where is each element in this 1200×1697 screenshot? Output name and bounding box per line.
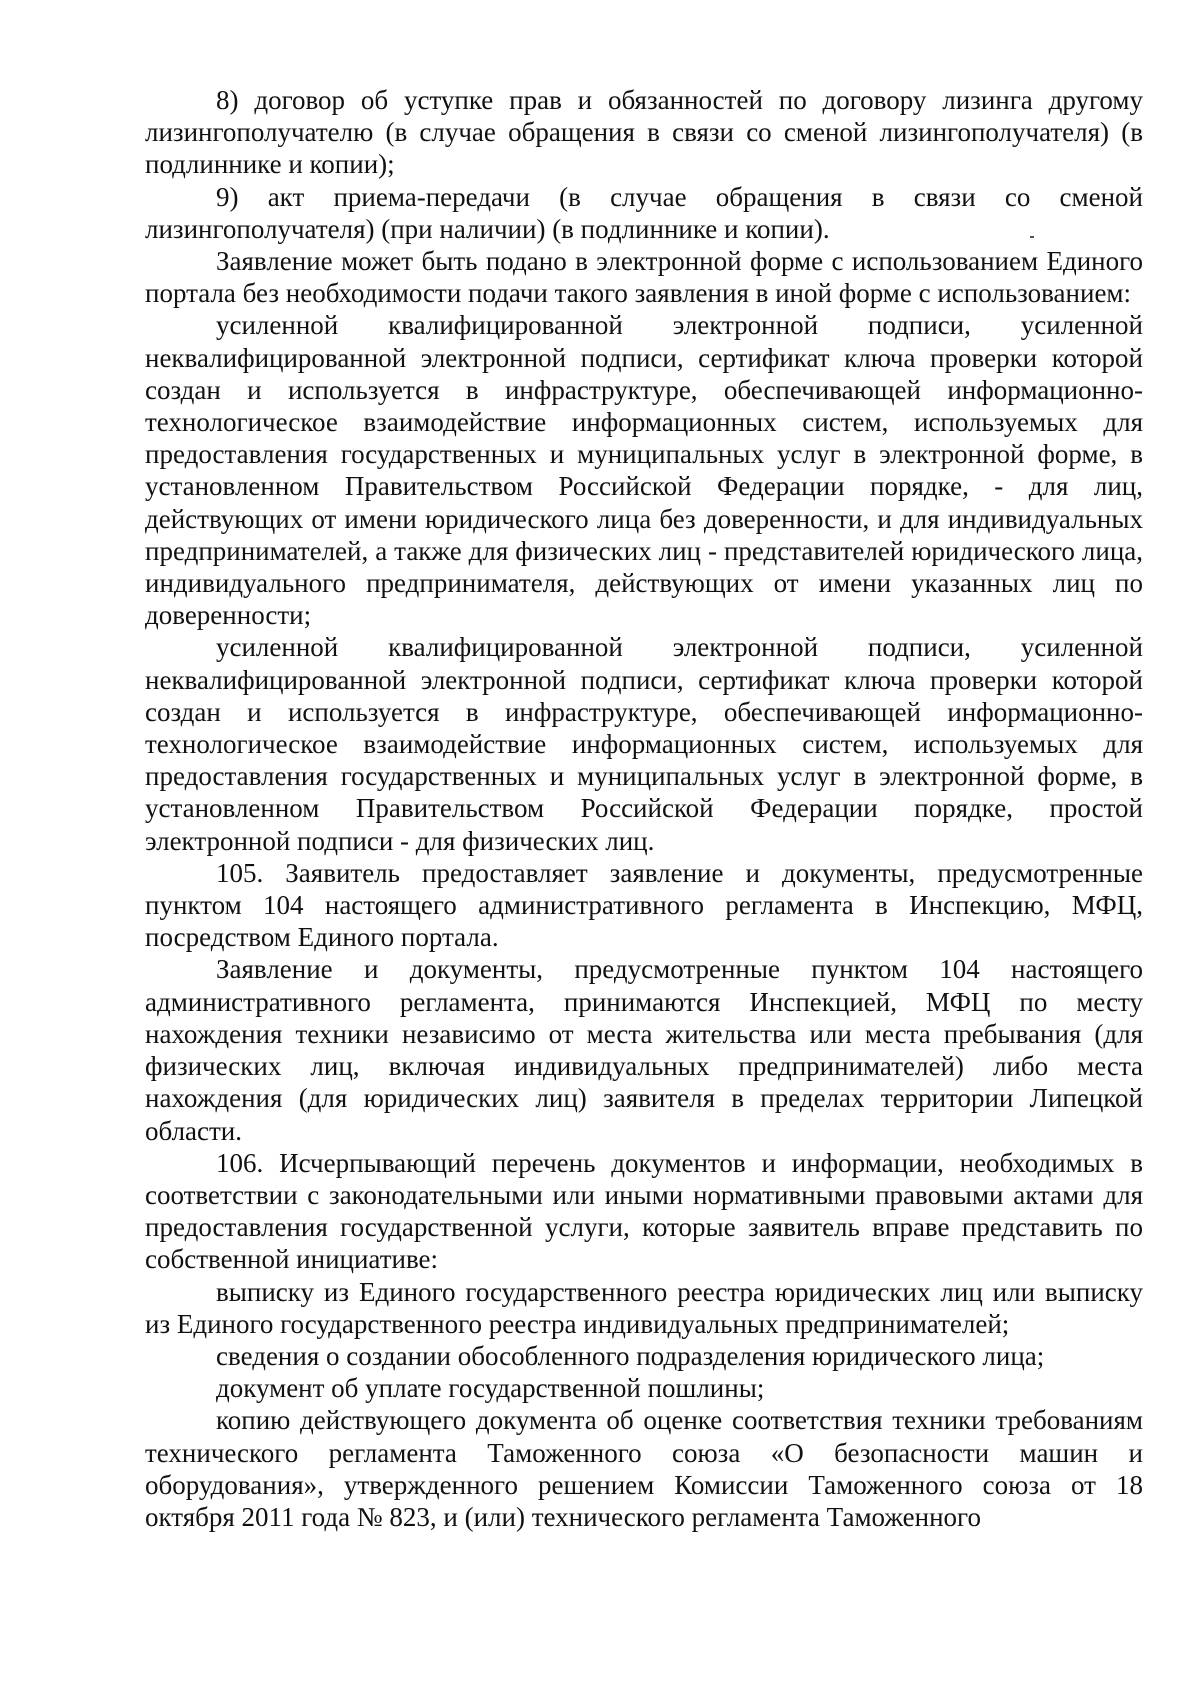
scan-speck [1030,236,1034,238]
paragraph-registry-extract: выписку из Единого государственного реестра юридических лиц или выписку из Единого государственного реестра индивидуальных предпринимателей; [145,1276,1143,1339]
paragraph-item-8: 8) договор об уступке прав и обязанностей по договору лизинга другому лизингополучателю (в случае обращения в связи со сменой лизингополучателя) (в подлиннике и копии); [145,85,1143,180]
paragraph-qualified-signature-physical: усиленной квалифицированной электронной подписи, усиленной неквалифицированной электронной подписи, сертификат ключа проверки которой создан и используется в инфраструктуре, обеспечивающей информационно-технологическое взаимодействие информационных систем, используемых для предоставления государственных и муниципальных услуг в электронной форме, в установленном Правительством Российской Федерации порядке, простой электронной подписи - для физических лиц. [145,632,1143,856]
paragraph-106: 106. Исчерпывающий перечень документов и информации, необходимых в соответствии с законодательными или иными нормативными правовыми актами для предоставления государственной услуги, которые заявитель вправе представить по собственной инициативе: [145,1147,1143,1275]
paragraph-subdivision-info: сведения о создании обособленного подразделения юридического лица; [216,1340,1045,1371]
paragraph-conformity-copy: копию действующего документа об оценке соответствия техники требованиям технического регламента Таможенного союза «О безопасности машин и оборудования», утвержденного решением Комиссии Таможенного союза от 18 октября 2011 года № 823, и (или) технического регламента Таможенного [145,1405,1143,1532]
paragraph-electronic-form: Заявление может быть подано в электронной форме с использованием Единого портала без необходимости подачи такого заявления в иной форме с использованием: [145,246,1143,309]
paragraph-acceptance: Заявление и документы, предусмотренные пунктом 104 настоящего административного регламента, принимаются Инспекцией, МФЦ по месту нахождения техники независимо от места жительства или места пребывания (для физических лиц, включая индивидуальных предпринимателей) либо места нахождения (для юридических лиц) заявителя в пределах территории Липецкой области. [145,954,1143,1146]
paragraph-105: 105. Заявитель предоставляет заявление и документы, предусмотренные пунктом 104 настоящего административного регламента в Инспекцию, МФЦ, посредством Единого портала. [145,857,1143,953]
paragraph-qualified-signature-legal: усиленной квалифицированной электронной подписи, усиленной неквалифицированной электронной подписи, сертификат ключа проверки которой создан и используется в инфраструктуре, обеспечивающей информационно-технологическое взаимодействие информационных систем, используемых для предоставления государственных и муниципальных услуг в электронной форме, в установленном Правительством Российской Федерации порядке, - для лиц, действующих от имени юридического лица без доверенности, и для индивидуальных предпринимателей, а также для физических лиц - представителей юридического лица, индивидуального предпринимателя, действующих от имени указанных лиц по доверенности; [145,310,1143,631]
paragraph-fee-payment: документ об уплате государственной пошлины; [216,1373,765,1404]
document-page [145,84,1143,1533]
paragraph-item-9: 9) акт приема-передачи (в случае обращения в связи со сменой лизингополучателя) (при наличии) (в подлиннике и копии). [145,181,1143,244]
